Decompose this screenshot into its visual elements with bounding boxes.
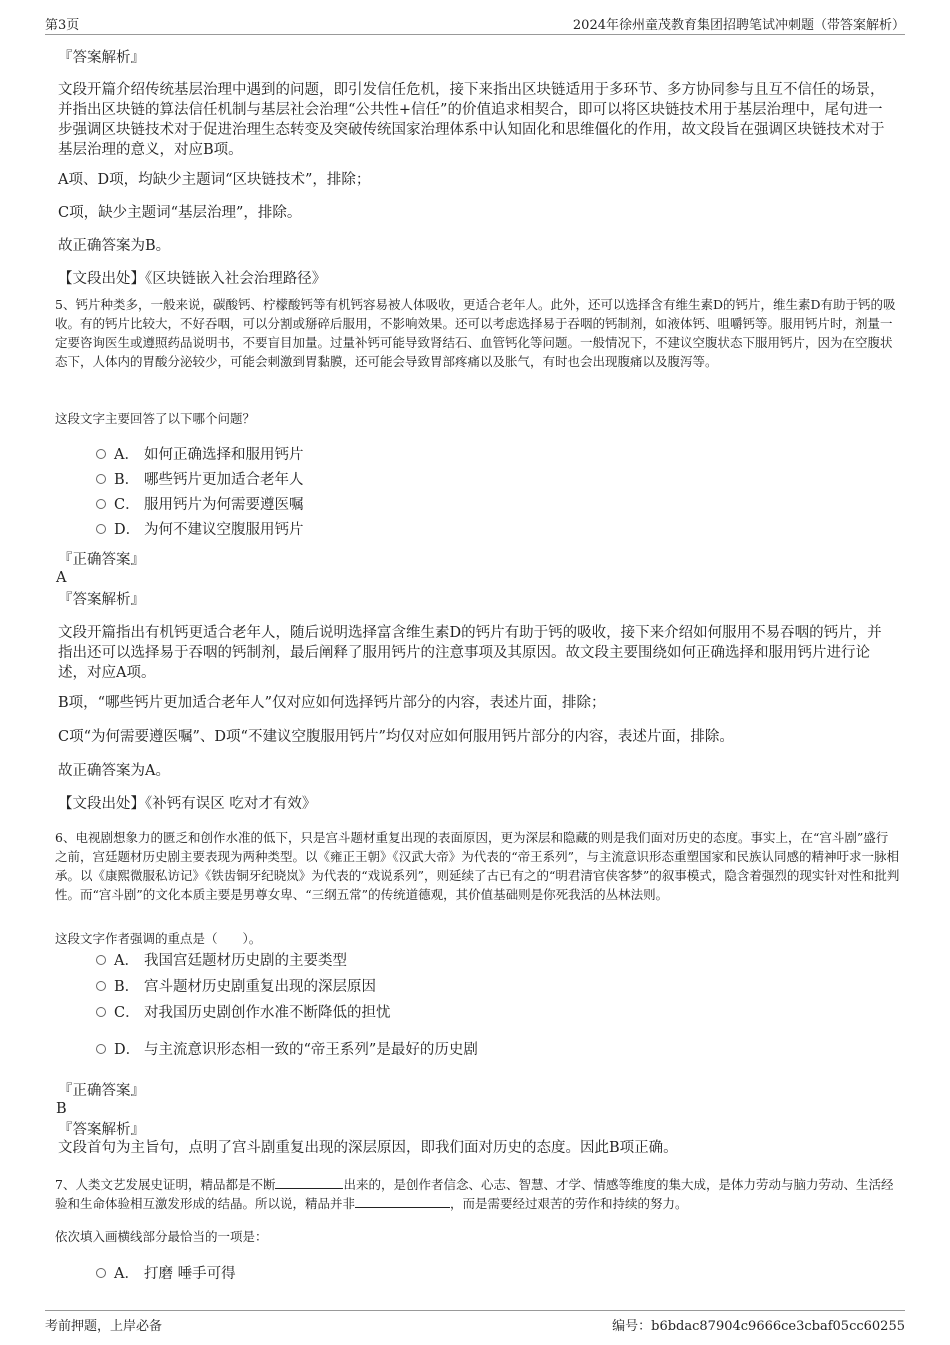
q5-analysis-heading: 『答案解析』 xyxy=(58,592,145,608)
q7-option-a[interactable]: A． 打磨 唾手可得 xyxy=(96,1264,236,1284)
q5-analysis-body: 文段开篇指出有机钙更适合老年人，随后说明选择富含维生素D的钙片有助于钙的吸收，接下来介绍如何服用不易吞咽的钙片，并指出还可以选择易于吞咽的钙制剂，最后阐释了服用钙片的注意事项及其原因。故文段主要围绕如何正确选择和服用钙片进行论述，对应A项。 xyxy=(58,625,882,681)
q6-option-b[interactable]: B． 宫斗题材历史剧重复出现的深层原因 xyxy=(96,977,376,997)
q5-answer-heading: 『正确答案』 xyxy=(58,552,145,568)
page-number: 第3页 xyxy=(45,18,80,33)
q5-option-b[interactable]: B． 哪些钙片更加适合老年人 xyxy=(96,470,304,490)
page-header xyxy=(45,14,905,35)
q4-line-c: C项，缺少主题词“基层治理”，排除。 xyxy=(58,205,302,221)
radio-icon[interactable] xyxy=(96,981,106,991)
q4-source: 【文段出处】《区块链嵌入社会治理路径》 xyxy=(58,271,327,287)
q6-stem: 6、电视剧想象力的匮乏和创作水准的低下，只是宫斗题材重复出现的表面原因，更为深层和隐藏的则是我们面对历史的态度。事实上，在“宫斗剧”盛行之前，宫廷题材历史剧主要表现为两种类型。以《雍正王朝》《汉武大帝》为代表的“帝王系列”，与主流意识形态重塑国家和民族认同感的精神吁求一脉相承。以《康熙微服私访记》《铁齿铜牙纪晓岚》为代表的“戏说系列”，则延续了古已有之的“明君清官侠客梦”的叙事模式，隐含着强烈的现实针对性和批判性。而“宫斗剧”的文化本质主要是男尊女卑、“三纲五常”的传统道德观，其价值基础则是你死我活的丛林法则。 xyxy=(55,830,900,902)
radio-icon[interactable] xyxy=(96,955,106,965)
q5-stem: 5、钙片种类多，一般来说，碳酸钙、柠檬酸钙等有机钙容易被人体吸收，更适合老年人。此外，还可以选择含有维生素D的钙片，维生素D有助于钙的吸收。有的钙片比较大，不好吞咽，可以分割或掰碎后服用，不影响效果。还可以考虑选择易于吞咽的钙制剂，如液体钙、咀嚼钙等。服用钙片时，剂量一定要咨询医生或遵照药品说明书，不要盲目加量。过量补钙可能导致肾结石、血管钙化等问题。一般情况下，不建议空腹状态下服用钙片，因为在空腹状态下，人体内的胃酸分泌较少，可能会刺激到胃黏膜，还可能会导致胃部疼痛以及胀气，有时也会出现腹痛以及腹泻等。 xyxy=(55,297,896,369)
q6-option-c[interactable]: C． 对我国历史剧创作水准不断降低的担忧 xyxy=(96,1003,391,1023)
q4-analysis-body: 文段开篇介绍传统基层治理中遇到的问题，即引发信任危机，接下来指出区块链适用于多环节、多方协同参与且互不信任的场景，并指出区块链的算法信任机制与基层社会治理“公共性+信任”的价值追求相契合，即可以将区块链技术用于基层治理中，尾句进一步强调区块链技术对于促进治理生态转变及突破传统国家治理体系中认知固化和思维僵化的作用，故文段旨在强调区块链技术对于基层治理的意义，对应B项。 xyxy=(58,82,885,158)
q5-option-d[interactable]: D． 为何不建议空腹服用钙片 xyxy=(96,520,304,540)
document-code: 编号：b6bdac87904c9666ce3cbaf05cc60255 xyxy=(612,1319,905,1334)
q5-question: 这段文字主要回答了以下哪个问题？ xyxy=(55,411,256,426)
radio-icon[interactable] xyxy=(96,1007,106,1017)
radio-icon[interactable] xyxy=(96,499,106,509)
q6-analysis-heading: 『答案解析』 xyxy=(58,1122,145,1138)
q5-option-a[interactable]: A． 如何正确选择和服用钙片 xyxy=(96,445,304,465)
q5-line-final: 故正确答案为A。 xyxy=(58,763,170,779)
q4-line-ad: A项、D项，均缺少主题词“区块链技术”，排除； xyxy=(58,172,371,188)
radio-icon[interactable] xyxy=(96,1044,106,1054)
q6-analysis-body: 文段首句为主旨句，点明了宫斗剧重复出现的深层原因，即我们面对历史的态度。因此B项正确。 xyxy=(58,1140,678,1156)
radio-icon[interactable] xyxy=(96,524,106,534)
q4-line-final: 故正确答案为B。 xyxy=(58,238,171,254)
q6-option-d[interactable]: D． 与主流意识形态相一致的“帝王系列”是最好的历史剧 xyxy=(96,1040,478,1060)
q6-question: 这段文字作者强调的重点是（ ）。 xyxy=(55,931,262,946)
q6-option-a[interactable]: A． 我国宫廷题材历史剧的主要类型 xyxy=(96,951,347,971)
fill-blank-1[interactable] xyxy=(275,1175,343,1189)
footer-slogan: 考前押题，上岸必备 xyxy=(45,1319,163,1334)
q5-option-c[interactable]: C． 服用钙片为何需要遵医嘱 xyxy=(96,495,304,515)
q4-analysis-heading: 『答案解析』 xyxy=(58,50,145,66)
q6-answer: B xyxy=(56,1101,67,1117)
page-footer xyxy=(45,1310,905,1335)
q5-line-cd: C项“为何需要遵医嘱”、D项“不建议空腹服用钙片”均仅对应如何服用钙片部分的内容，表述片面，排除。 xyxy=(58,729,734,745)
q5-line-b: B项，“哪些钙片更加适合老年人”仅对应如何选择钙片部分的内容，表述片面，排除； xyxy=(58,695,606,711)
fill-blank-2[interactable] xyxy=(355,1194,450,1208)
q7-stem: 7、人类文艺发展史证明，精品都是不断 出来的，是创作者信念、心志、智慧、才学、情感等维度的集大成，是体力劳动与脑力劳动、生活经验和生命体验相互激发形成的结晶。所以说，精品并非 ，而是需要经过艰苦的劳作和持续的努力。 xyxy=(55,1177,894,1211)
document-title: 2024年徐州童茂教育集团招聘笔试冲刺题（带答案解析） xyxy=(572,18,905,33)
radio-icon[interactable] xyxy=(96,449,106,459)
q5-source: 【文段出处】《补钙有误区 吃对才有效》 xyxy=(58,796,317,812)
q7-question: 依次填入画横线部分最恰当的一项是： xyxy=(55,1229,268,1244)
q6-answer-heading: 『正确答案』 xyxy=(58,1083,145,1099)
q5-answer: A xyxy=(56,570,67,586)
radio-icon[interactable] xyxy=(96,1268,106,1278)
radio-icon[interactable] xyxy=(96,474,106,484)
